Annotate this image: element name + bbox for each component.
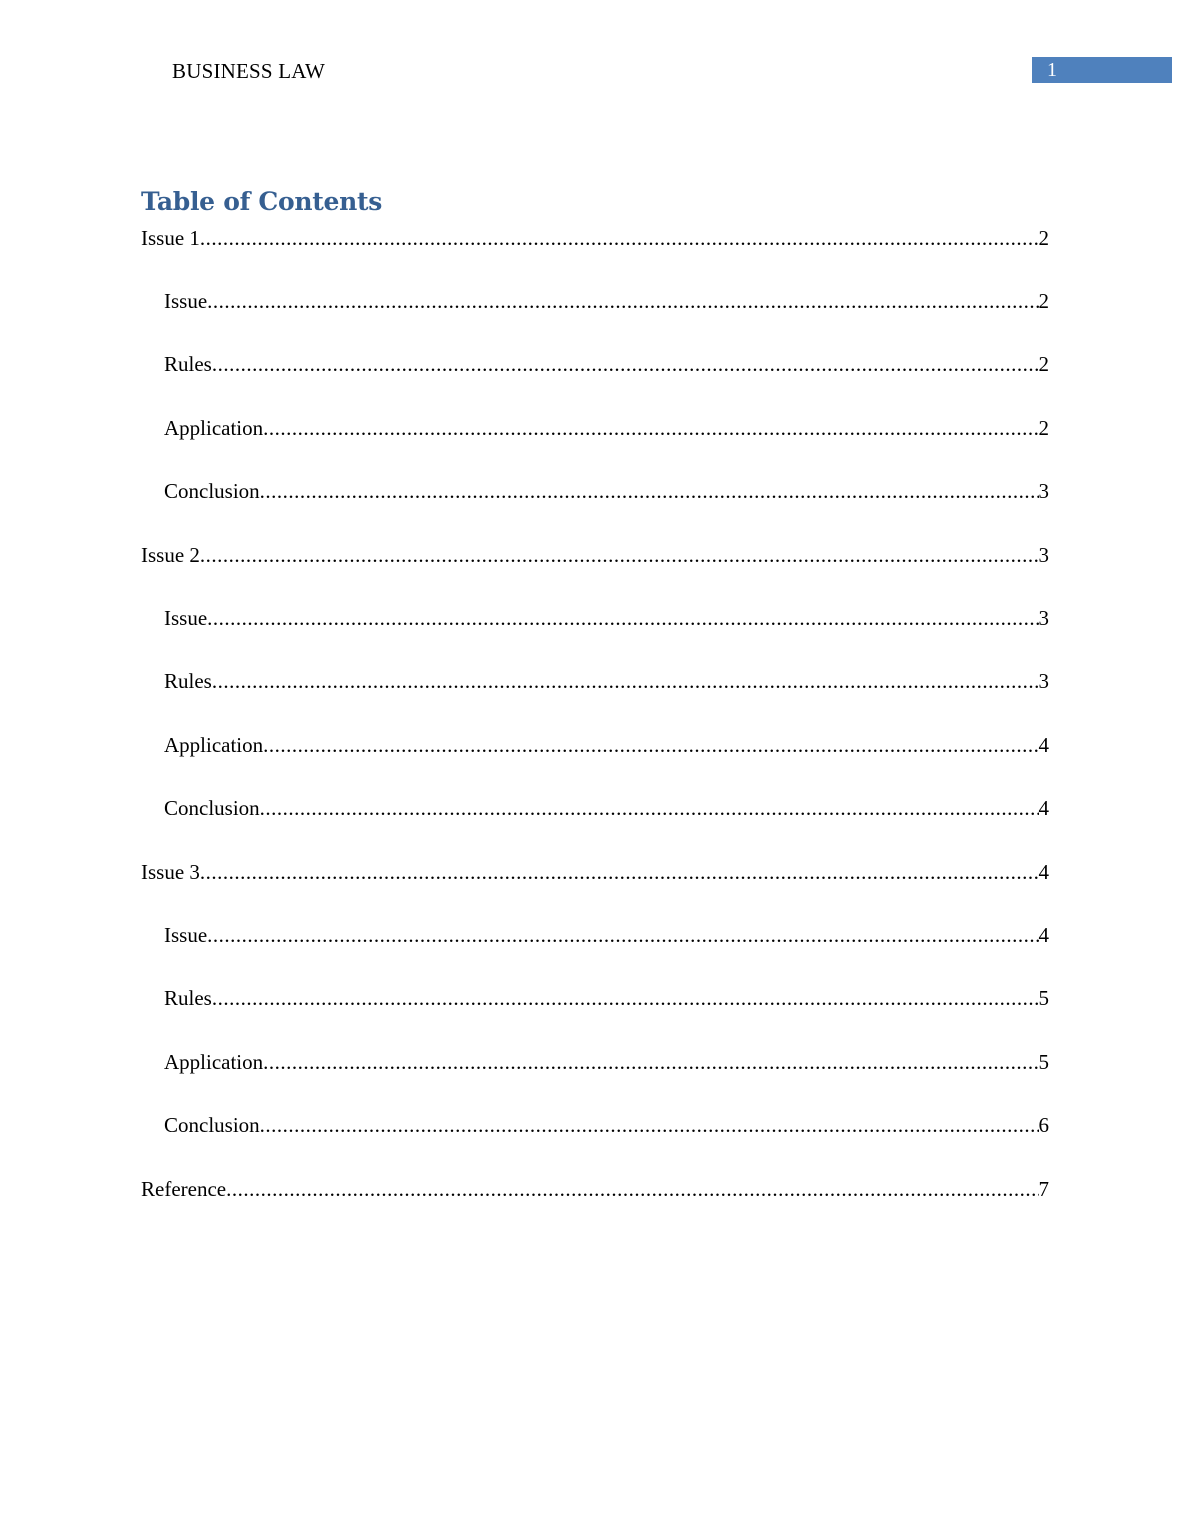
toc-entry-label: Issue 1 — [141, 226, 200, 250]
toc-entry-page: 2 — [1038, 416, 1049, 440]
toc-entry-reference[interactable] — [141, 1175, 1049, 1203]
toc-entry-issue-3-conclusion[interactable] — [164, 1111, 1049, 1139]
toc-entry-label: Conclusion — [164, 1113, 260, 1137]
toc-entry-issue-1-application[interactable] — [164, 414, 1049, 442]
toc-dot-leader — [200, 224, 1039, 252]
toc-entry-label: Rules — [164, 986, 212, 1010]
toc-dot-leader — [263, 731, 1038, 759]
toc-entry-page: 4 — [1038, 796, 1049, 820]
toc-entry-label: Conclusion — [164, 796, 260, 820]
toc-entry-issue-2[interactable] — [141, 541, 1049, 569]
toc-entry-page: 2 — [1038, 352, 1049, 376]
toc-entry-page: 3 — [1038, 479, 1049, 503]
toc-dot-leader — [207, 287, 1038, 315]
toc-entry-label: Issue — [164, 289, 208, 313]
toc-entry-issue-2-rules[interactable] — [164, 667, 1049, 695]
toc-entry-page: 2 — [1038, 226, 1049, 250]
running-head: BUSINESS LAW — [172, 59, 325, 83]
toc-entry-label: Conclusion — [164, 479, 260, 503]
toc-entry-label: Issue 2 — [141, 543, 200, 567]
toc-entry-label: Rules — [164, 352, 212, 376]
toc-entry-label: Reference — [141, 1177, 227, 1201]
toc-entry-page: 5 — [1038, 1050, 1049, 1074]
toc-entry-page: 3 — [1038, 606, 1049, 630]
toc-entry-page: 3 — [1038, 669, 1049, 693]
toc-entry-issue-1-conclusion[interactable] — [164, 477, 1049, 505]
toc-entry-issue-3[interactable] — [141, 858, 1049, 886]
toc-entry-page: 7 — [1038, 1177, 1049, 1201]
toc-entry-issue-1-issue[interactable] — [164, 287, 1049, 315]
toc-entry-label: Application — [164, 416, 264, 440]
toc-entry-issue-2-issue[interactable] — [164, 604, 1049, 632]
toc-dot-leader — [260, 477, 1039, 505]
toc-dot-leader — [207, 921, 1038, 949]
toc-entry-label: Rules — [164, 669, 212, 693]
toc-dot-leader — [263, 1048, 1038, 1076]
toc-dot-leader — [200, 541, 1039, 569]
toc-entry-label: Application — [164, 1050, 264, 1074]
toc-entry-issue-3-rules[interactable] — [164, 984, 1049, 1012]
toc-entry-page: 4 — [1038, 733, 1049, 757]
page-number: 1 — [1047, 59, 1057, 81]
toc-entry-label: Issue 3 — [141, 860, 200, 884]
toc-entry-label: Issue — [164, 923, 208, 947]
toc-entry-label: Issue — [164, 606, 208, 630]
toc-entry-issue-1[interactable] — [141, 224, 1049, 252]
toc-entry-issue-3-application[interactable] — [164, 1048, 1049, 1076]
toc-dot-leader — [207, 604, 1038, 632]
toc-heading: Table of Contents — [141, 187, 383, 216]
toc-dot-leader — [263, 414, 1038, 442]
toc-dot-leader — [212, 350, 1039, 378]
toc-entry-issue-3-issue[interactable] — [164, 921, 1049, 949]
toc-dot-leader — [200, 858, 1039, 886]
toc-entry-page: 5 — [1038, 986, 1049, 1010]
toc-entry-page: 6 — [1038, 1113, 1049, 1137]
toc-entry-page: 4 — [1038, 860, 1049, 884]
toc-dot-leader — [260, 794, 1039, 822]
toc-dot-leader — [212, 667, 1039, 695]
toc-entry-page: 3 — [1038, 543, 1049, 567]
toc-entry-issue-2-conclusion[interactable] — [164, 794, 1049, 822]
toc-entry-page: 2 — [1038, 289, 1049, 313]
toc-entry-page: 4 — [1038, 923, 1049, 947]
toc-entry-issue-1-rules[interactable] — [164, 350, 1049, 378]
toc-entry-issue-2-application[interactable] — [164, 731, 1049, 759]
toc-entry-label: Application — [164, 733, 264, 757]
toc-dot-leader — [226, 1175, 1038, 1203]
toc-dot-leader — [260, 1111, 1039, 1139]
toc-dot-leader — [212, 984, 1039, 1012]
